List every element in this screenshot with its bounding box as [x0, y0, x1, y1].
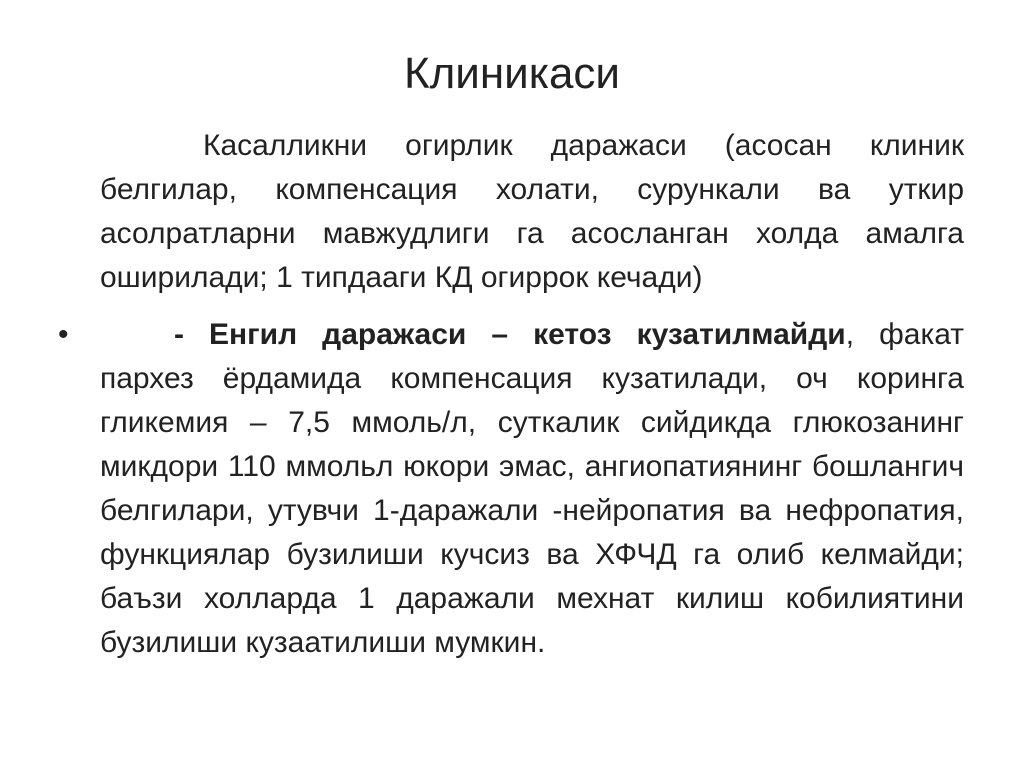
bullet-bold-lead: - Енгил даражаси – кетоз кузатилмайди [174, 318, 846, 351]
bullet-body: , факат пархез ёрдамида компенсация кузатилади, оч коринга гликемия – 7,5 ммоль/л, суткалик сийдикда глюкозанинг микдори 110 ммольл юкори эмас, ангиопатиянинг бошлангич белгилари, утувчи 1-даражали -нейропатия ва нефропатия, функциялар бузилиши кучсиз ва ХФЧД га олиб келмайди; баъзи холларда 1 даражали мехнат килиш кобилиятини бузилиши кузаатилиши мумкин. [100, 318, 964, 659]
intro-paragraph: Касалликни огирлик даражаси (асосан клиник белгилар, компенсация холати, сурункали ва уткир асолратларни мавжудлиги га асосланган холда амалга оширилади; 1 типдааги КД огиррок кечади) [100, 129, 964, 294]
bullet-marker: • [58, 318, 69, 351]
bullet-paragraph [100, 313, 964, 665]
slide-title: Клиникаси [403, 49, 621, 98]
